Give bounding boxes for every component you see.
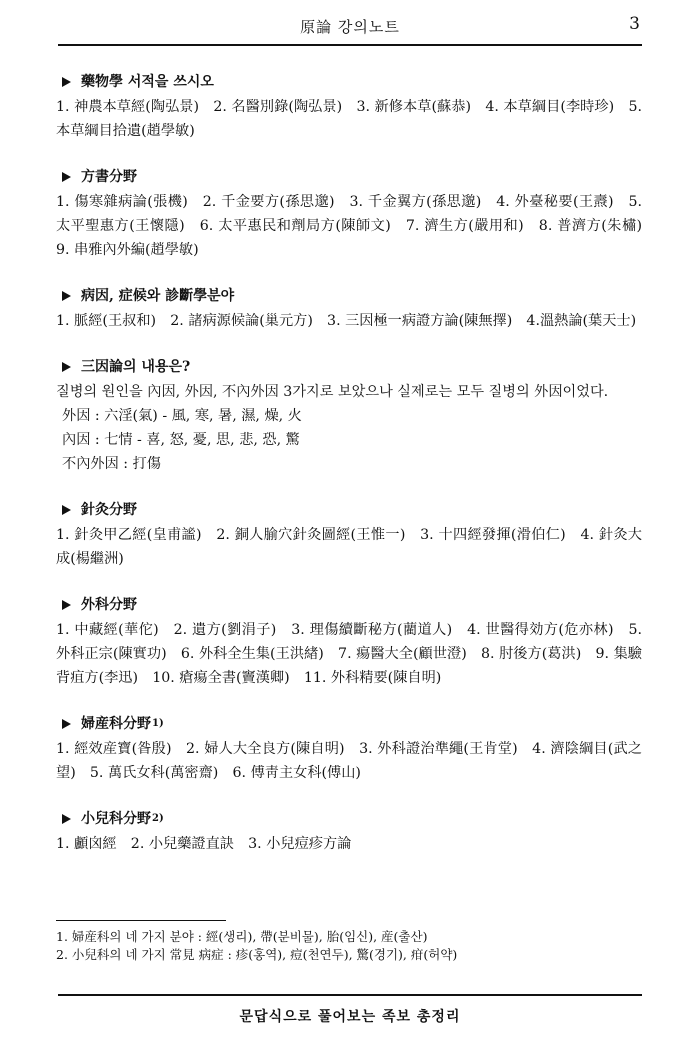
triangle-bullet-icon	[62, 362, 71, 372]
section-title: 針灸分野	[81, 502, 137, 518]
section-surgery	[56, 593, 642, 690]
section-heading	[56, 498, 642, 522]
section-body: 1. 傷寒雜病論(張機) 2. 千金要方(孫思邈) 3. 千金翼方(孫思邈) 4. 外臺秘要(王燾) 5. 太平聖惠方(王懷隱) 6. 太平惠民和劑局方(陳師文) 7. 濟生方(嚴用和) 8. 普濟方(朱橚) 9. 串雅內外編(趙學敏)	[56, 194, 657, 258]
page-header	[60, 12, 640, 40]
footnotes	[56, 928, 642, 964]
section-title: 三因論의 내용은?	[81, 359, 191, 375]
section-heading	[56, 807, 642, 831]
section-pharmacology	[56, 70, 642, 143]
section-acupuncture	[56, 498, 642, 571]
footnote-1: 1. 婦産科의 네 가지 분야 : 經(생리), 帶(분비물), 胎(임신), 産(출산)	[56, 929, 428, 944]
header-title: 原論 강의노트	[300, 18, 400, 36]
triangle-bullet-icon	[62, 814, 71, 824]
section-title: 病因, 症候와 診斷學분야	[81, 288, 235, 304]
section-title: 小兒科分野	[81, 811, 151, 827]
section-gynecology	[56, 712, 642, 785]
cause-neither: 不內外因 : 打傷	[62, 456, 161, 472]
main-content	[56, 70, 657, 878]
page-number: 3	[629, 14, 640, 34]
section-title: 藥物學 서적을 쓰시오	[81, 74, 214, 90]
section-heading	[56, 165, 642, 189]
triangle-bullet-icon	[62, 719, 71, 729]
triangle-bullet-icon	[62, 505, 71, 515]
section-etiology-diagnosis	[56, 284, 642, 333]
footnote-ref: 1)	[152, 718, 164, 729]
section-body: 1. 針灸甲乙經(皇甫謐) 2. 銅人腧穴針灸圖經(王惟一) 3. 十四經發揮(滑伯仁) 4. 針灸大成(楊繼洲)	[56, 527, 642, 567]
footnote-rule	[56, 920, 226, 921]
section-body: 질병의 원인을 內因, 外因, 不內外因 3가지로 보았으나 실제로는 모두 질병의 外因이었다.	[56, 384, 609, 400]
section-heading	[56, 355, 642, 379]
header-rule	[58, 44, 642, 46]
section-body: 1. 神農本草經(陶弘景) 2. 名醫別錄(陶弘景) 3. 新修本草(蘇恭) 4. 本草綱目(李時珍) 5. 本草綱目拾遺(趙學敏)	[56, 99, 642, 139]
footer-rule	[58, 994, 642, 996]
section-body: 1. 中藏經(華佗) 2. 遺方(劉涓子) 3. 理傷續斷秘方(藺道人) 4. 世醫得効方(危亦林) 5. 外科正宗(陳實功) 6. 外科全生集(王洪緖) 7. 瘍醫大全(顧世澄) 8. 肘後方(葛洪) 9. 集驗背疽方(李迅) 10. 瘡瘍全書(竇漢卿) 11. 外科精要(陳自明)	[56, 622, 642, 686]
footnote-ref: 2)	[152, 813, 164, 824]
section-heading	[56, 70, 642, 94]
section-body: 1. 經效産寶(昝殷) 2. 婦人大全良方(陳自明) 3. 外科證治準繩(王肯堂) 4. 濟陰綱目(武之望) 5. 萬氏女科(萬密齋) 6. 傅靑主女科(傅山)	[56, 741, 642, 781]
triangle-bullet-icon	[62, 77, 71, 87]
triangle-bullet-icon	[62, 291, 71, 301]
section-heading	[56, 593, 642, 617]
section-body: 1. 脈經(王叔和) 2. 諸病源候論(巢元方) 3. 三因極一病證方論(陳無擇) 4.溫熱論(葉天士)	[56, 313, 637, 329]
page-footer: 문답식으로 풀어보는 족보 총정리	[239, 1009, 461, 1025]
footnote-2: 2. 小兒科의 네 가지 常見 病症 : 疹(홍역), 痘(천연두), 驚(경기), 疳(허약)	[56, 947, 458, 962]
triangle-bullet-icon	[62, 172, 71, 182]
triangle-bullet-icon	[62, 600, 71, 610]
section-pediatrics	[56, 807, 642, 856]
section-body: 1. 顱囟經 2. 小兒藥證直訣 3. 小兒痘疹方論	[56, 836, 352, 852]
section-heading	[56, 284, 642, 308]
section-title: 方書分野	[81, 169, 137, 185]
section-title: 婦産科分野	[81, 716, 151, 732]
cause-internal: 內因 : 七情 - 喜, 怒, 憂, 思, 悲, 恐, 驚	[62, 432, 300, 448]
section-three-causes	[56, 355, 642, 476]
cause-list	[56, 404, 642, 476]
section-heading	[56, 712, 642, 736]
cause-external: 外因 : 六淫(氣) - 風, 寒, 暑, 濕, 燥, 火	[62, 408, 302, 424]
section-prescriptions	[56, 165, 657, 262]
section-title: 外科分野	[81, 597, 137, 613]
